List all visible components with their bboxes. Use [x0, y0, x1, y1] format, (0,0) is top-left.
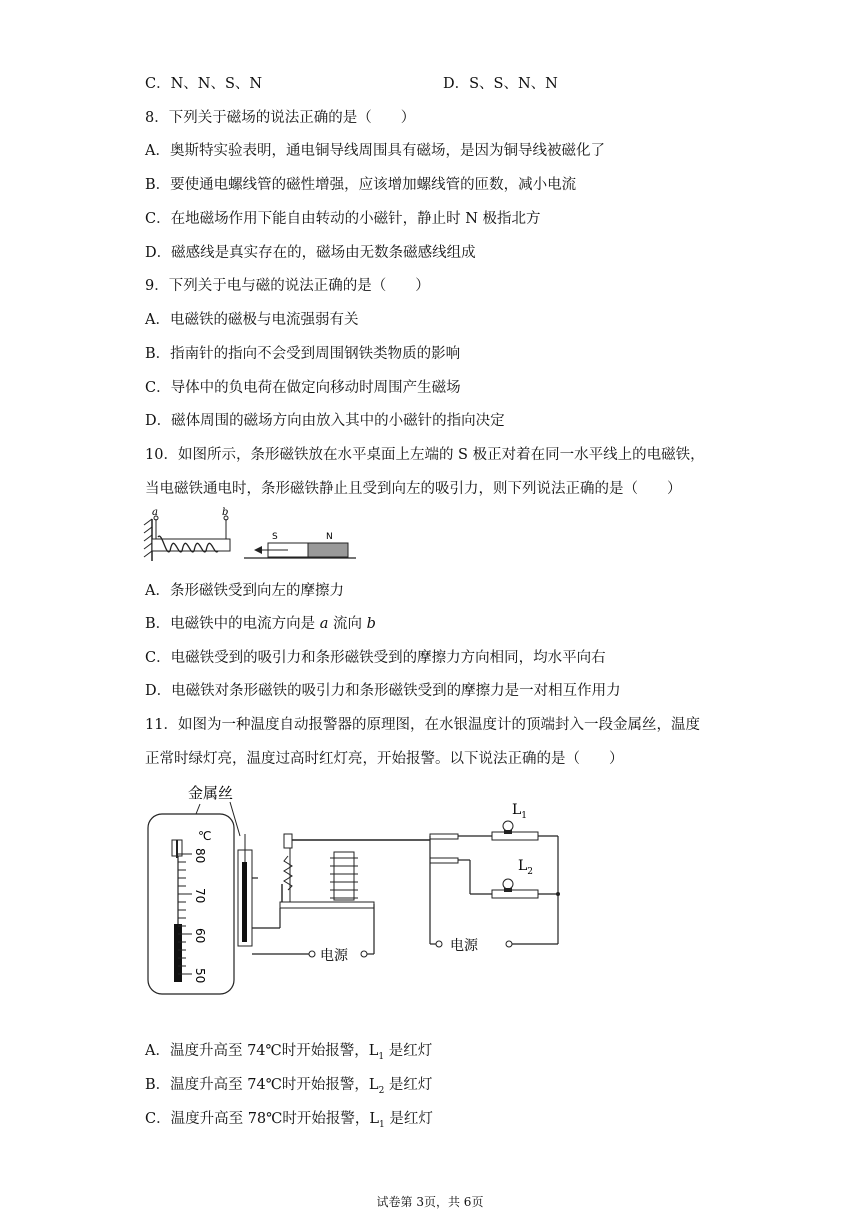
option-10b: B．电磁铁中的电流方向是 a 流向 b: [145, 616, 376, 632]
option-9b: B．指南针的指向不会受到周围钢铁类物质的影响: [145, 346, 461, 362]
option-10d: D．电磁铁对条形磁铁的吸引力和条形磁铁受到的摩擦力是一对相互作用力: [145, 683, 621, 699]
lamp-l1-label: $L_1$: [512, 802, 528, 821]
metal-wire-label: 金属丝: [188, 784, 234, 802]
terminal-a-label: a: [152, 507, 158, 518]
magnet-n-label: N: [326, 532, 333, 542]
option-8c: C．在地磁场作用下能自由转动的小磁针，静止时 N 极指北方: [145, 211, 541, 227]
option-8d: D．磁感线是真实存在的，磁场由无数条磁感线组成: [145, 245, 476, 261]
tick-label-80: 80: [193, 848, 207, 864]
option-7c: C．N、N、S、N: [145, 76, 263, 92]
option-9d: D．磁体周围的磁场方向由放入其中的小磁针的指向决定: [145, 413, 505, 429]
question-10-line1: 10．如图所示，条形磁铁放在水平桌面上左端的 S 极正对着在同一水平线上的电磁铁，: [145, 447, 705, 463]
tick-label-70: 70: [193, 888, 207, 904]
magnet-s-label: S: [272, 532, 278, 542]
option-8b: B．要使通电螺线管的磁性增强，应该增加螺线管的匝数，减小电流: [145, 177, 577, 193]
option-11b: B．温度升高至 74℃时开始报警，$L_2$ 是红灯: [145, 1077, 433, 1096]
option-9a: A．电磁铁的磁极与电流强弱有关: [145, 312, 359, 328]
option-8a: A．奥斯特实验表明，通电铜导线周围具有磁场，是因为铜导线被磁化了: [145, 143, 605, 159]
question-9: 9．下列关于电与磁的说法正确的是（ ）: [145, 278, 430, 294]
question-10-line2: 当电磁铁通电时，条形磁铁静止且受到向左的吸引力，则下列说法正确的是（ ）: [145, 481, 682, 497]
option-11a: A．温度升高至 74℃时开始报警，$L_1$ 是红灯: [145, 1043, 433, 1062]
option-11c: C．温度升高至 78℃时开始报警，$L_1$ 是红灯: [145, 1111, 433, 1130]
terminal-b-label: b: [222, 507, 229, 518]
temperature-alarm-figure: [140, 778, 580, 1000]
option-9c: C．导体中的负电荷在做定向移动时周围产生磁场: [145, 380, 461, 396]
power-source-1-label: 电源: [320, 948, 348, 964]
question-11-line1: 11．如图为一种温度自动报警器的原理图，在水银温度计的顶端封入一段金属丝，温度: [145, 717, 700, 733]
tick-label-60: 60: [193, 928, 207, 944]
option-10c: C．电磁铁受到的吸引力和条形磁铁受到的摩擦力方向相同，均水平向右: [145, 650, 606, 666]
option-7d: D．S、S、N、N: [443, 76, 558, 92]
option-10a: A．条形磁铁受到向左的摩擦力: [145, 583, 344, 599]
lamp-l2-label: $L_2$: [518, 858, 534, 877]
question-8: 8．下列关于磁场的说法正确的是（ ）: [145, 110, 416, 126]
tick-label-50: 50: [193, 968, 207, 984]
power-source-2-label: 电源: [450, 938, 478, 954]
electromagnet-figure: [140, 505, 360, 563]
question-11-line2: 正常时绿灯亮，温度过高时红灯亮，开始报警。以下说法正确的是（ ）: [145, 751, 624, 767]
page-footer: 试卷第 3页，共 6页: [376, 1195, 484, 1209]
degree-unit-label: ℃: [198, 829, 212, 843]
